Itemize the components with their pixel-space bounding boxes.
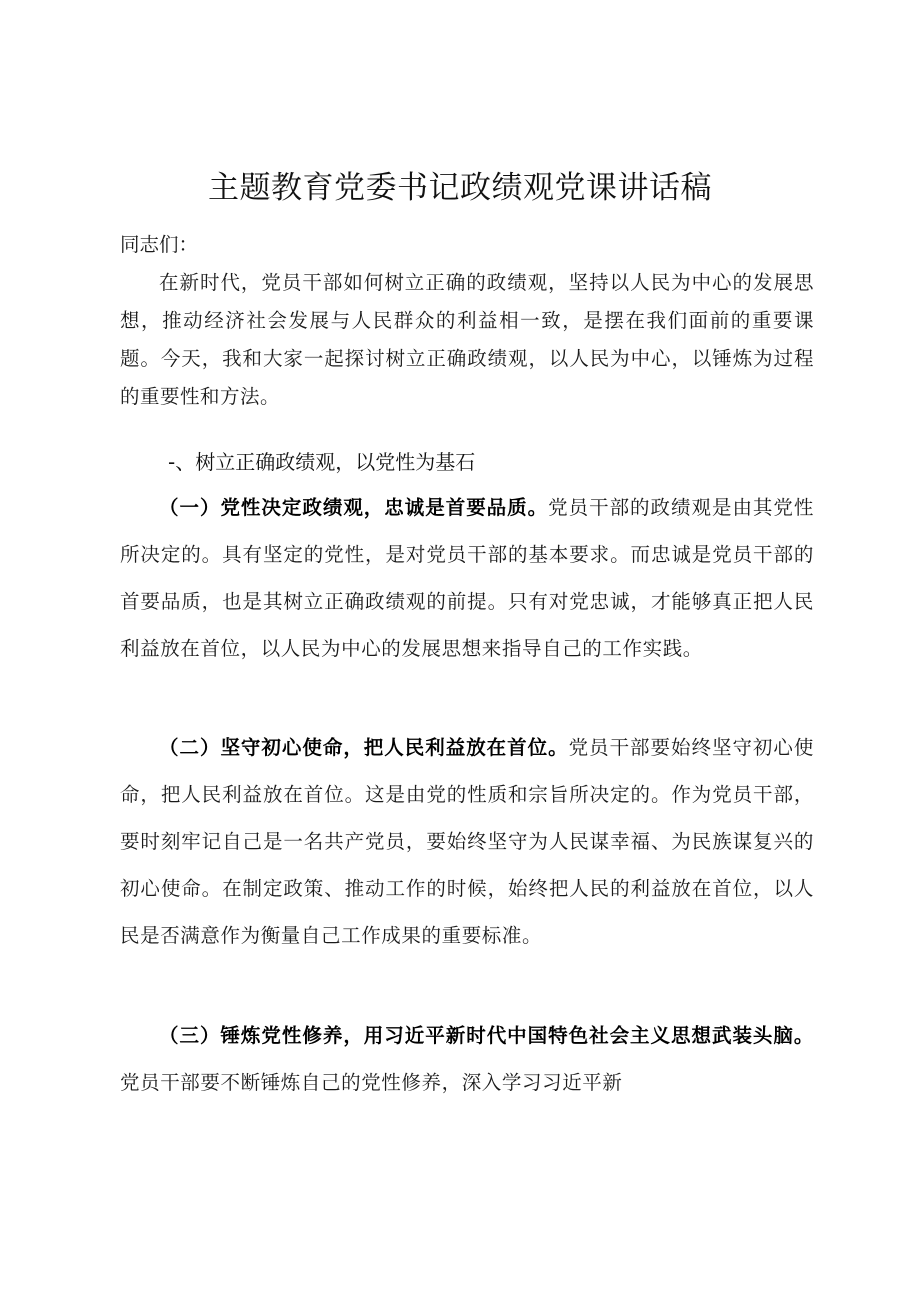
- paragraph-text: 党员干部要始终坚守初心使命，把人民利益放在首位。这是由党的性质和宗旨所决定的。作为党员干部，要时刻牢记自己是一名共产党员，要始终坚守为人民谋幸福、为民族谋复兴的初心使命。在制定政策、推动工作的时候，始终把人民的利益放在首位，以人民是否满意作为衡量自己工作成果的重要标准。: [120, 736, 814, 947]
- section-paragraph-2: [120, 724, 814, 959]
- salutation: 同志们：: [120, 233, 199, 256]
- document-title: 主题教育党委书记政绩观党课讲话稿: [208, 170, 712, 206]
- section-heading: -、树立正确政绩观，以党性为基石: [168, 450, 476, 474]
- paragraph-text: 党员干部要不断锤炼自己的党性修养，深入学习习近平新: [120, 1071, 623, 1094]
- section-paragraph-1: [120, 484, 814, 672]
- paragraph-lead: （三）锤炼党性修养，用习近平新时代中国特色社会主义思想武装头脑。: [159, 1024, 814, 1047]
- paragraph-lead: （二）坚守初心使命，把人民利益放在首位。: [159, 736, 569, 759]
- intro-paragraph: 在新时代，党员干部如何树立正确的政绩观，坚持以人民为中心的发展思想，推动经济社会发展与人民群众的利益相一致，是摆在我们面前的重要课题。今天，我和大家一起探讨树立正确政绩观，以人民为中心，以锤炼为过程的重要性和方法。: [120, 271, 814, 408]
- paragraph-lead: （一）党性决定政绩观，忠诚是首要品质。: [159, 496, 549, 519]
- section-paragraph-3: [120, 1012, 814, 1106]
- paragraph-text: 党员干部的政绩观是由其党性所决定的。具有坚定的党性，是对党员干部的基本要求。而忠诚是党员干部的首要品质，也是其树立正确政绩观的前提。只有对党忠诚，才能够真正把人民利益放在首位，以人民为中心的发展思想来指导自己的工作实践。: [120, 496, 814, 660]
